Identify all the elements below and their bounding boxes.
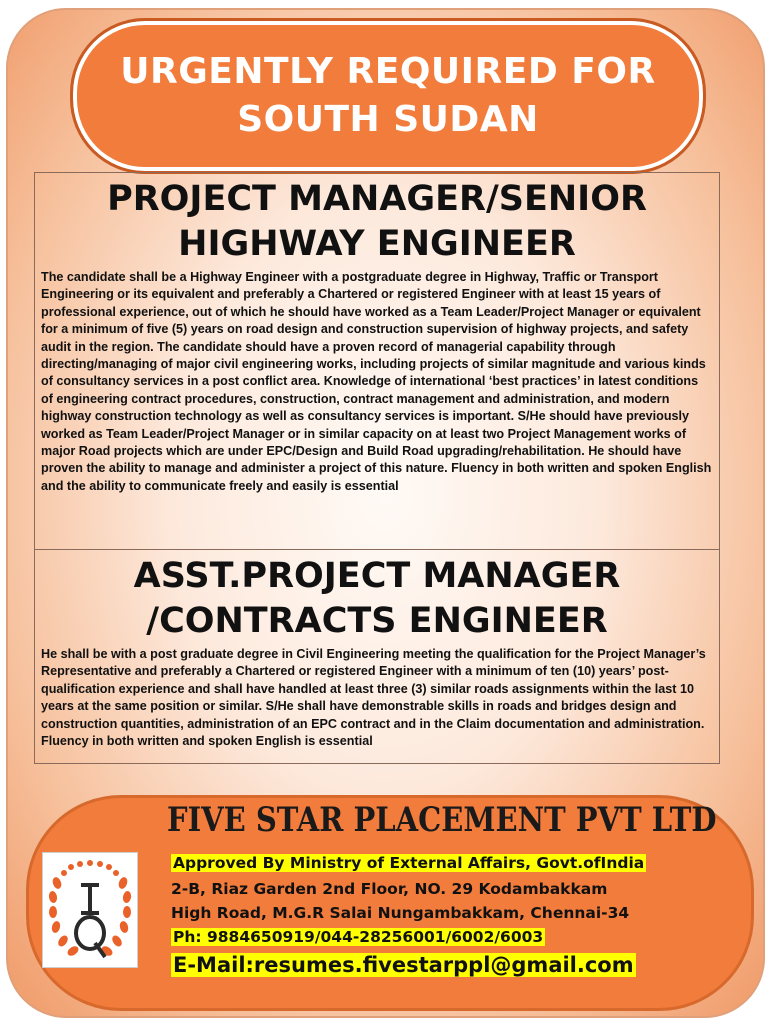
approval-text: Approved By Ministry of External Affairs, Govt.ofIndia — [173, 854, 645, 872]
header-banner — [70, 18, 706, 174]
company-info — [165, 800, 717, 990]
address-line: High Road, M.G.R Salai Nungambakkam, Chennai-34 — [171, 904, 630, 922]
address-line: 2-B, Riaz Garden 2nd Floor, NO. 29 Kodambakkam — [171, 880, 608, 898]
company-name: FIVE STAR PLACEMENT PVT LTD — [167, 800, 717, 840]
job-title: PROJECT MANAGER/SENIOR HIGHWAY ENGINEER — [107, 179, 647, 264]
job-description: The candidate shall be a Highway Engineer with a postgraduate degree in Highway, Traffic or Transport Engineering or its equivalent and preferably a Chartered or registered Engineer with at least 15 years of professional experience, out of which he should have worked as a Team Leader/Project Manager or equivalent for a minimum of five (5) years on road design and construction supervision of highway projects, and safety audit in the region. The candidate should have a proven record of managerial capability through directing/managing of major civil engineering works, including projects of similar magnitude and various kinds of consultancy services in a post conflict area. Knowledge of international ‘best practices’ in latest conditions of engineering contract procedures, construction, contract management and administration, and modern highway construction technology as well as consultancy services is important. S/He should have previously worked as Team Leader/Project Manager or in similar capacity on at least two Project Management works of major Road projects which are under EPC/Design and Build Road upgrading/rehabilitation. He should have proven the ability to manage and administer a project of this nature. Fluency in both written and spoken English and the ability to communicate freely and easily is essential — [41, 270, 712, 493]
job-section-project-manager — [35, 173, 719, 550]
laurel-wreath-iq-logo-icon — [42, 852, 138, 968]
job-listings — [34, 172, 720, 764]
job-title: ASST.PROJECT MANAGER /CONTRACTS ENGINEER — [133, 556, 621, 641]
email-address: E-Mail:resumes.fivestarppl@gmail.com — [173, 953, 634, 977]
header-title: URGENTLY REQUIRED FOR SOUTH SUDAN — [120, 51, 656, 140]
job-description: He shall be with a post graduate degree in Civil Engineering meeting the qualification for the Project Manager’s Representative and preferably a Chartered or registered Engineer with a minimum of ten (10) years’ post-qualification experience and shall have handled at least three (3) similar roads assignments within the last 10 years at the same position or similar. S/He shall have demonstrable skills in roads and bridges design and construction quantities, administration of an EPC contract and in the Claim documentation and administration. Fluency in both written and spoken English is essential — [41, 647, 706, 749]
phone-numbers: Ph: 9884650919/044-28256001/6002/6003 — [173, 928, 544, 946]
job-section-asst-project-manager — [35, 550, 719, 763]
